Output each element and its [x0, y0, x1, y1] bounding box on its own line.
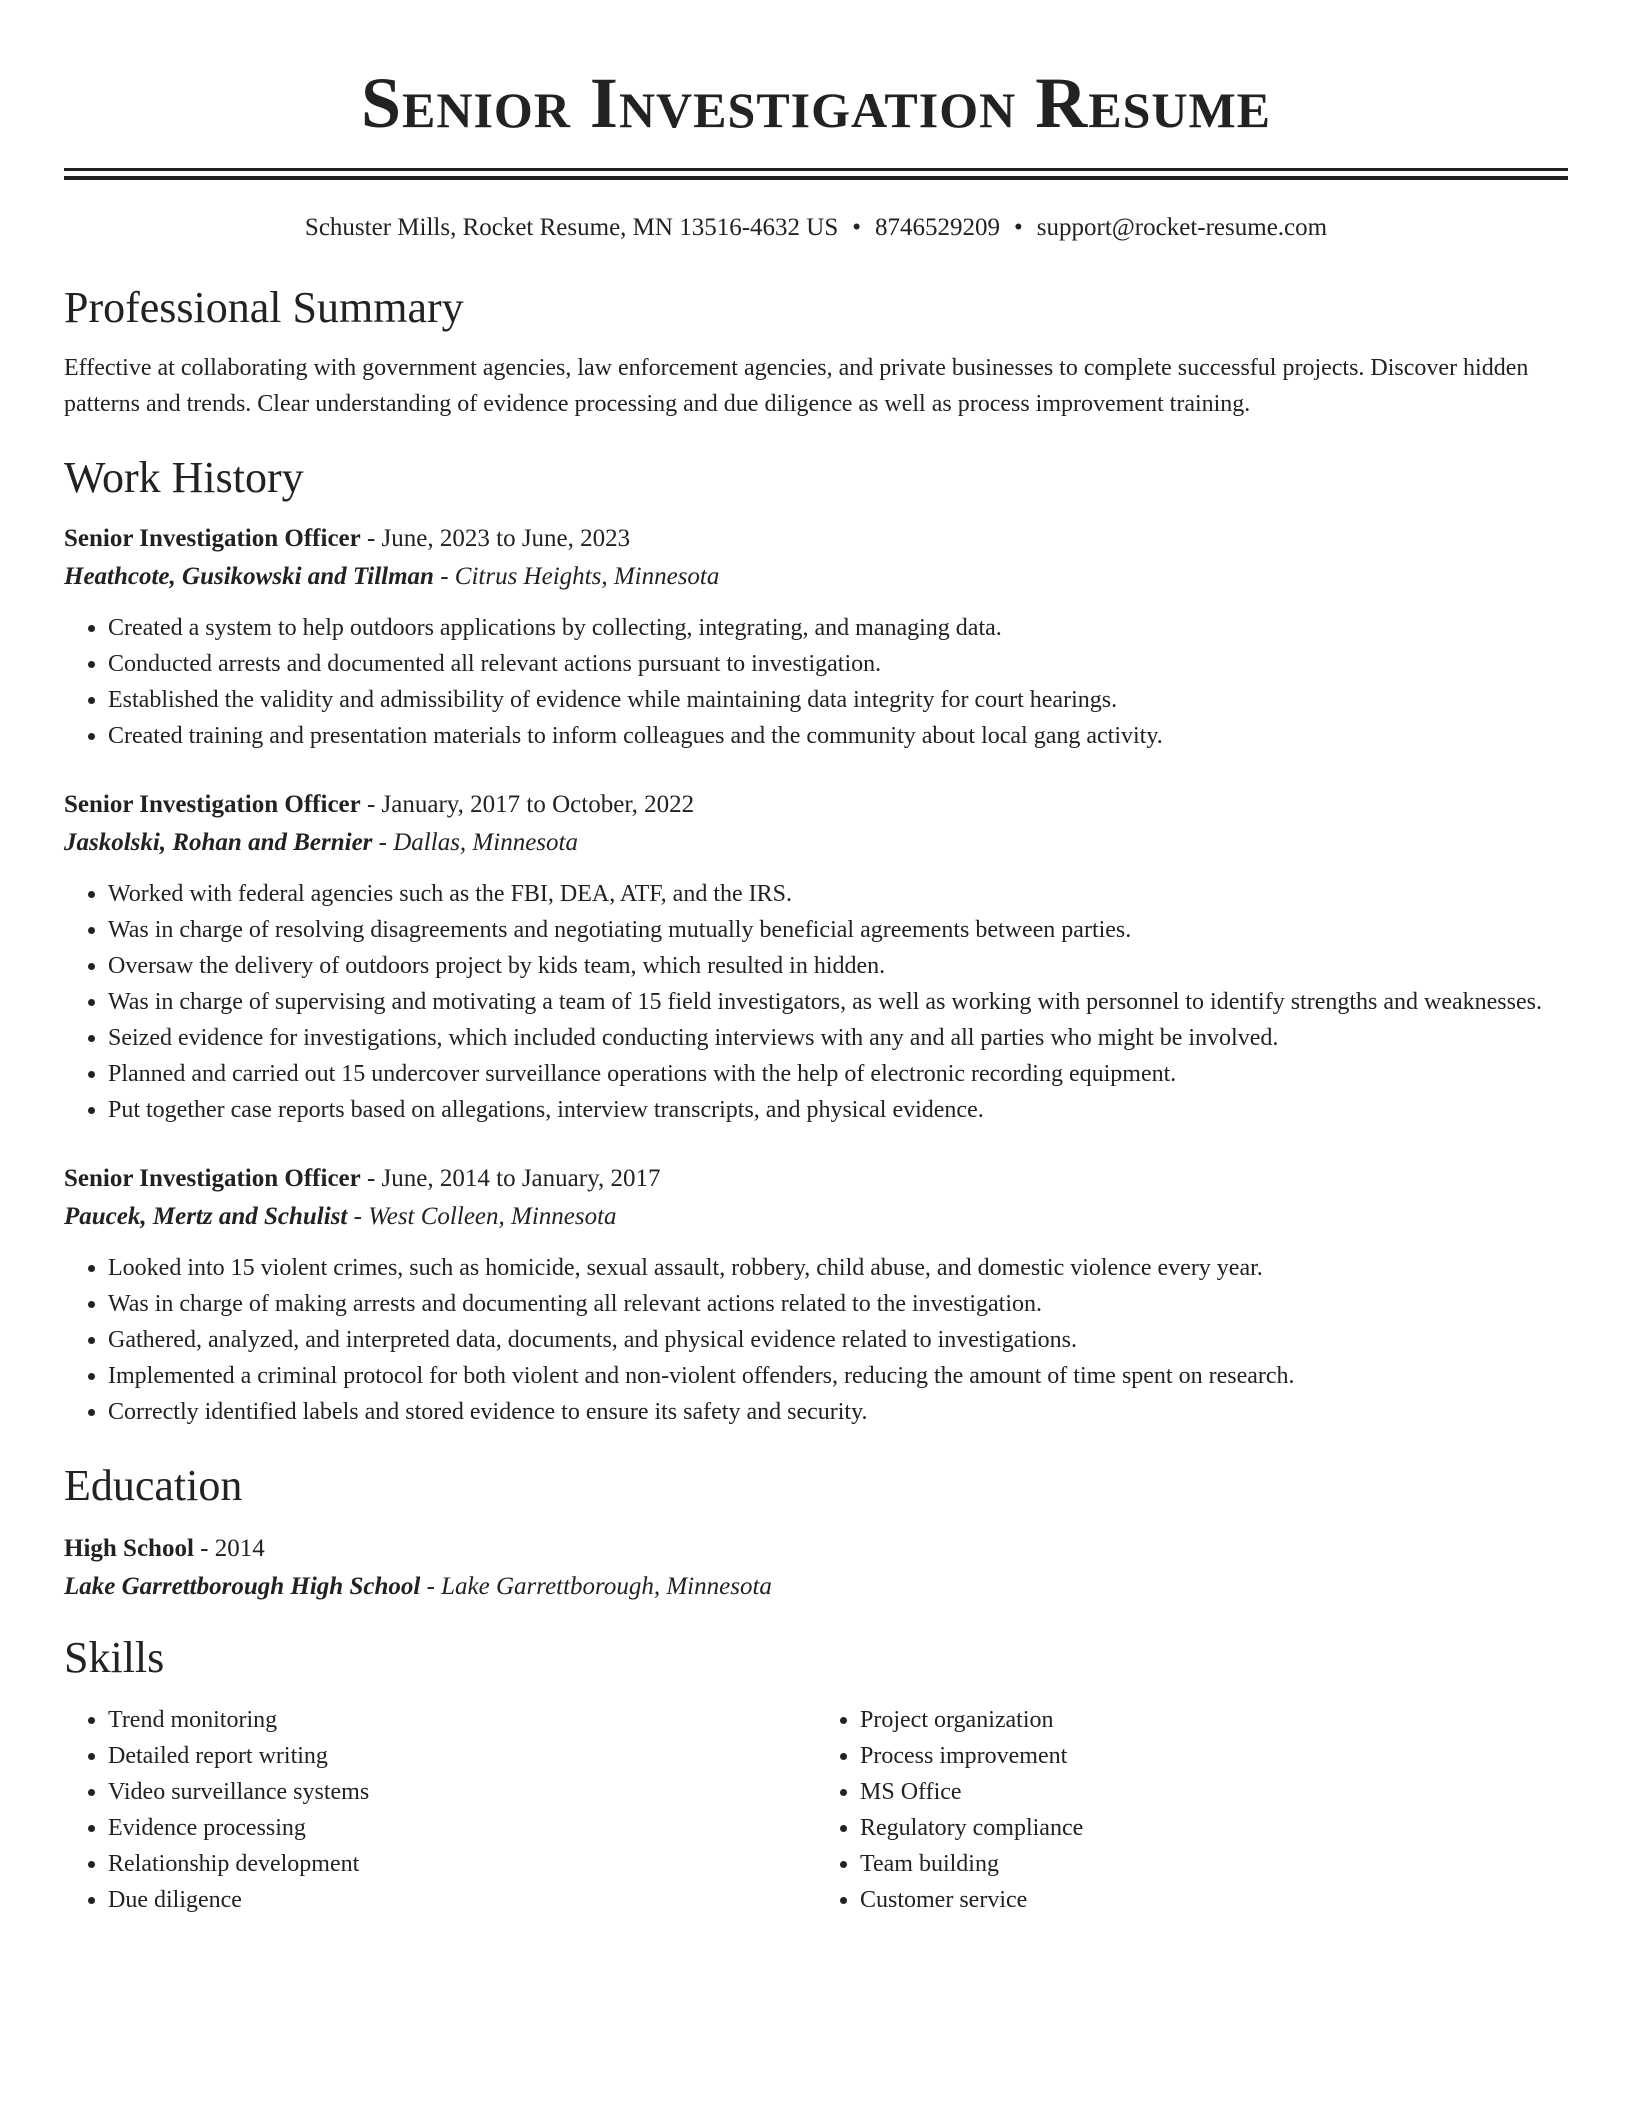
job-bullet: • Seized evidence for investigations, which included conducting interviews with any and all parties who might be involved.: [108, 1020, 1568, 1056]
job-dates: - January, 2017 to October, 2022: [360, 791, 695, 818]
contact-line: [64, 212, 1568, 244]
skill-item: • Relationship development: [108, 1846, 808, 1882]
job-bullet: • Was in charge of resolving disagreements and negotiating mutually beneficial agreements between parties.: [108, 912, 1568, 948]
section-heading-education: Education: [64, 1461, 243, 1510]
education-section: [64, 1458, 1568, 1606]
education-degree: High School: [64, 1535, 194, 1562]
job-bullet: • Planned and carried out 15 undercover surveillance operations with the help of electronic recording equipment.: [108, 1056, 1568, 1092]
job-dates: - June, 2014 to January, 2017: [360, 1165, 661, 1192]
title-divider: [64, 168, 1568, 180]
job-bullet: • Was in charge of making arrests and documenting all relevant actions related to the investigation.: [108, 1286, 1568, 1322]
contact-separator: •: [1014, 214, 1023, 241]
contact-phone: 8746529209: [875, 214, 1001, 241]
job-bullet: • Was in charge of supervising and motivating a team of 15 field investigators, as well as working with personnel to identify strengths and weaknesses.: [108, 984, 1568, 1020]
job-location: - Citrus Heights, Minnesota: [433, 563, 720, 590]
skill-item: • Trend monitoring: [108, 1702, 808, 1738]
job-bullet: • Implemented a criminal protocol for both violent and non-violent offenders, reducing the amount of time spent on research.: [108, 1358, 1568, 1394]
job-bullet: • Put together case reports based on allegations, interview transcripts, and physical evidence.: [108, 1092, 1568, 1128]
skill-item: • MS Office: [860, 1774, 1560, 1810]
job-bullet: • Gathered, analyzed, and interpreted data, documents, and physical evidence related to investigations.: [108, 1322, 1568, 1358]
summary-text: Effective at collaborating with government agencies, law enforcement agencies, and private businesses to complete successful projects. Discover hidden patterns and trends. Clear understanding of evidence processing and due diligence as well as process improvement training.: [64, 355, 1529, 417]
skill-item: • Detailed report writing: [108, 1738, 808, 1774]
job-title: Senior Investigation Officer: [64, 1165, 361, 1192]
job-bullet: • Conducted arrests and documented all relevant actions pursuant to investigation.: [108, 646, 1568, 682]
job-bullet: • Oversaw the delivery of outdoors project by kids team, which resulted in hidden.: [108, 948, 1568, 984]
skill-item: • Process improvement: [860, 1738, 1560, 1774]
contact-separator: •: [852, 214, 862, 241]
job-location: - Dallas, Minnesota: [372, 829, 578, 856]
job-location: - West Colleen, Minnesota: [347, 1203, 617, 1230]
education-school: Lake Garrettborough High School: [64, 1573, 421, 1600]
job-company-line: [64, 1198, 1568, 1236]
skills-column-left: [64, 1702, 808, 1918]
education-school-line: [64, 1568, 1568, 1606]
job-company-line: [64, 824, 1568, 862]
job-entry: [64, 1160, 1568, 1430]
skill-item: • Project organization: [860, 1702, 1560, 1738]
education-entry: [64, 1530, 1568, 1606]
education-degree-line: [64, 1530, 1568, 1568]
section-heading-work: Work History: [64, 453, 304, 502]
resume-title: Senior Investigation Resume: [360, 63, 1272, 143]
skills-section: [64, 1630, 1568, 1918]
contact-address: Schuster Mills, Rocket Resume, MN 13516-4632 US: [304, 214, 839, 241]
job-bullet: • Created a system to help outdoors applications by collecting, integrating, and managing data.: [108, 610, 1568, 646]
job-title: Senior Investigation Officer: [64, 525, 361, 552]
skill-item: • Video surveillance systems: [108, 1774, 808, 1810]
education-location: - Lake Garrettborough, Minnesota: [420, 1573, 772, 1600]
job-bullet-list: [64, 876, 1568, 1128]
job-bullet: • Established the validity and admissibility of evidence while maintaining data integrity for court hearings.: [108, 682, 1568, 718]
skill-item: • Team building: [860, 1846, 1560, 1882]
job-company: Heathcote, Gusikowski and Tillman: [64, 563, 434, 590]
job-bullet-list: [64, 1250, 1568, 1430]
job-title-line: [64, 1160, 1568, 1198]
job-company: Jaskolski, Rohan and Bernier: [64, 829, 373, 856]
job-entry: [64, 520, 1568, 754]
job-title: Senior Investigation Officer: [64, 791, 361, 818]
job-bullet: • Correctly identified labels and stored evidence to ensure its safety and security.: [108, 1394, 1568, 1430]
contact-email: support@rocket-resume.com: [1036, 214, 1328, 241]
professional-summary-section: [64, 280, 1568, 422]
job-bullet-list: [64, 610, 1568, 754]
skill-item: • Due diligence: [108, 1882, 808, 1918]
job-bullet: • Worked with federal agencies such as the FBI, DEA, ATF, and the IRS.: [108, 876, 1568, 912]
job-dates: - June, 2023 to June, 2023: [360, 525, 631, 552]
job-bullet: • Looked into 15 violent crimes, such as homicide, sexual assault, robbery, child abuse, and domestic violence every year.: [108, 1250, 1568, 1286]
job-company: Paucek, Mertz and Schulist: [64, 1203, 348, 1230]
job-bullet: • Created training and presentation materials to inform colleagues and the community about local gang activity.: [108, 718, 1568, 754]
work-history-section: [64, 450, 1568, 1430]
education-year: - 2014: [193, 1535, 265, 1562]
section-heading-skills: Skills: [64, 1633, 165, 1682]
skill-item: • Customer service: [860, 1882, 1560, 1918]
job-company-line: [64, 558, 1568, 596]
skills-grid: [64, 1702, 1568, 1918]
skills-column-right: [816, 1702, 1560, 1918]
job-entry: [64, 786, 1568, 1128]
job-title-line: [64, 786, 1568, 824]
job-list: [64, 520, 1568, 1430]
job-title-line: [64, 520, 1568, 558]
section-heading-summary: Professional Summary: [64, 283, 464, 332]
skill-item: • Evidence processing: [108, 1810, 808, 1846]
skill-item: • Regulatory compliance: [860, 1810, 1560, 1846]
